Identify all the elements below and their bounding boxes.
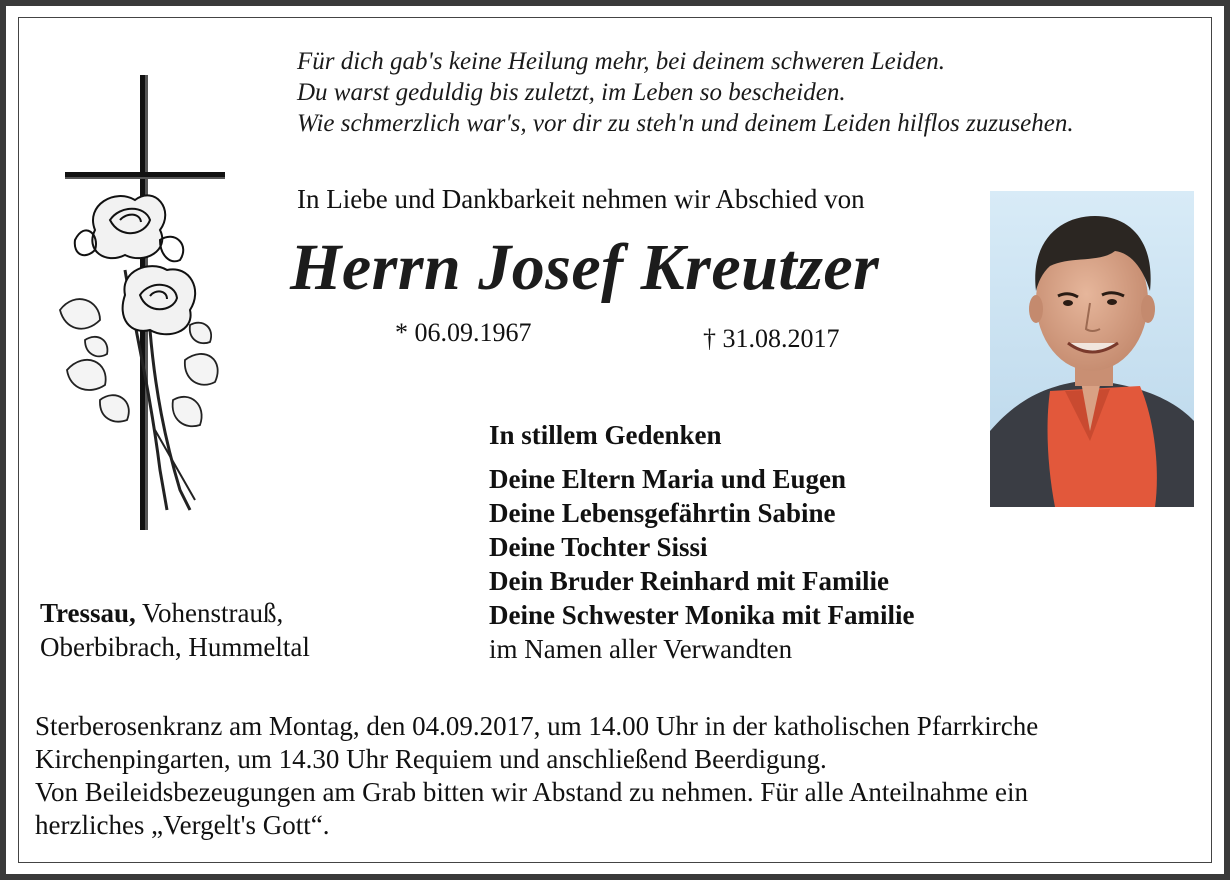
location-line2: Oberbibrach, Hummeltal [40,632,310,662]
deceased-name: Herrn Josef Kreutzer [290,231,880,304]
poem-line: Wie schmerzlich war's, vor dir zu steh'n und deinem Leiden hilflos zuzusehen. [297,110,1074,137]
service-line: Kirchenpingarten, um 14.30 Uhr Requiem und anschließend Beerdigung. [35,744,827,774]
service-info [35,710,1195,842]
family-member: Dein Bruder Reinhard mit Familie [489,566,889,596]
family-member: Deine Lebensgefährtin Sabine [489,498,836,528]
location-block [40,596,310,664]
location-secondary: Vohenstrauß, [142,598,284,628]
cross-with-roses-icon [55,70,235,535]
family-member: Deine Tochter Sissi [489,532,708,562]
poem [297,46,1074,139]
service-line: herzliches „Vergelt's Gott“. [35,810,330,840]
portrait-photo [990,191,1194,507]
poem-line: Du warst geduldig bis zuletzt, im Leben so bescheiden. [297,79,846,106]
service-line: Von Beileidsbezeugungen am Grab bitten wir Abstand zu nehmen. Für alle Anteilnahme ein [35,777,1029,807]
memory-title: In stillem Gedenken [489,420,722,450]
family-member: Deine Schwester Monika mit Familie [489,600,915,630]
poem-line: Für dich gab's keine Heilung mehr, bei deinem schweren Leiden. [297,48,946,75]
birth-date: * 06.09.1967 [395,318,532,347]
location-primary: Tressau, [40,598,136,628]
death-date: † 31.08.2017 [703,324,840,353]
closing-text: im Namen aller Verwandten [489,634,793,664]
service-line: Sterberosenkranz am Montag, den 04.09.2017, um 14.00 Uhr in der katholischen Pfarrkirche [35,711,1039,741]
intro-text: In Liebe und Dankbarkeit nehmen wir Abschied von [297,184,865,214]
family-list [489,462,914,632]
family-member: Deine Eltern Maria und Eugen [489,464,847,494]
